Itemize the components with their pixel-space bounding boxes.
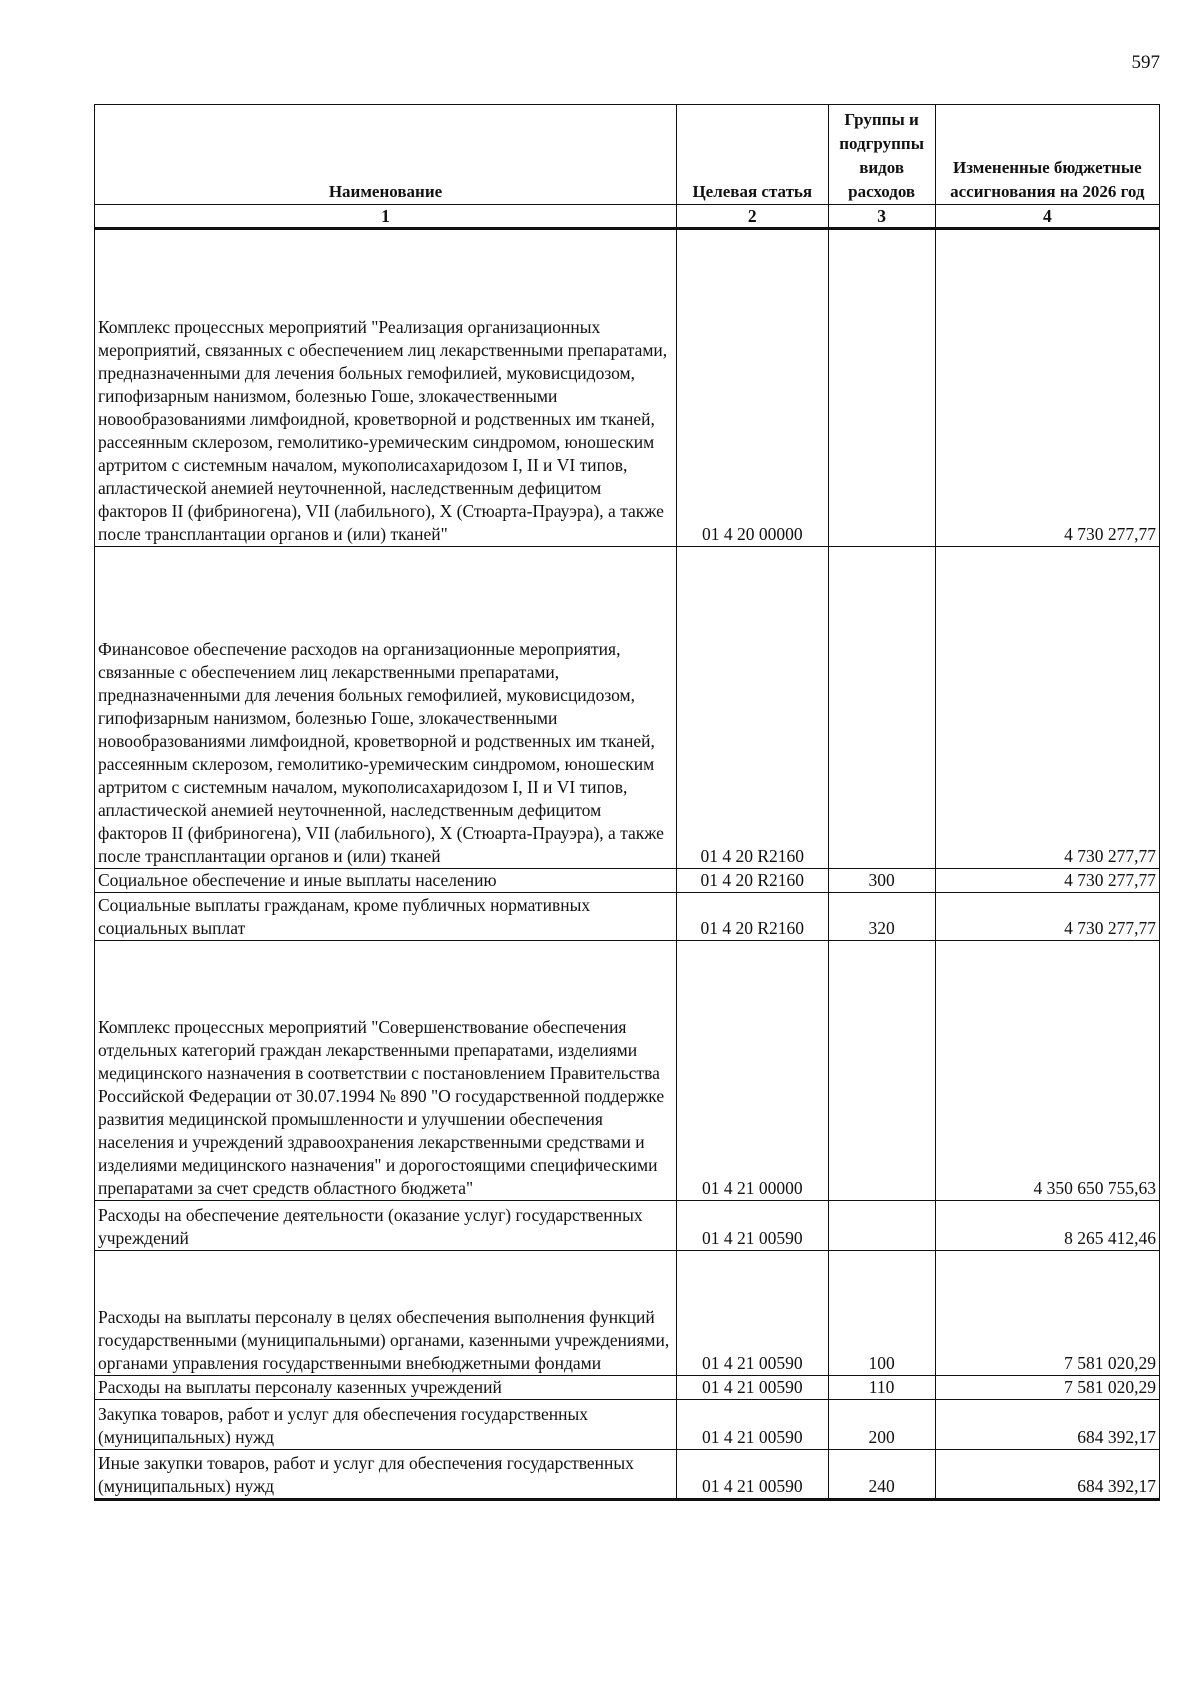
row-name: Закупка товаров, работ и услуг для обеспечения государственных (муниципальных) нужд [95, 1400, 677, 1450]
table-row [95, 869, 1160, 893]
table-row [95, 1376, 1160, 1400]
column-number-row [95, 205, 1160, 229]
header-target: Целевая статья [677, 105, 829, 205]
column-number: 2 [677, 205, 829, 229]
table-row [95, 1450, 1160, 1500]
row-amount: 8 265 412,46 [935, 1201, 1159, 1251]
row-name: Комплекс процессных мероприятий "Реализация организационных мероприятий, связанных с обеспечением лиц лекарственными препаратами, предназначенными для лечения больных гемофилией, муковисцидозом, гипофизарным нанизмом, болезнью Гоше, злокачественными новообразованиями лимфоидной, кроветворной и родственных им тканей, рассеянным склерозом, гемолитико-уремическим синдромом, юношеским артритом с системным началом, мукополисахаридозом I, II и VI типов, апластической анемией неуточненной, наследственным дефицитом факторов II (фибриногена), VII (лабильного), X (Стюарта-Прауэра), а также после трансплантации органов и (или) тканей" [95, 229, 677, 547]
table-row [95, 229, 1160, 547]
row-group: 110 [828, 1376, 935, 1400]
table-row [95, 547, 1160, 869]
row-code: 01 4 21 00590 [677, 1251, 829, 1376]
header-name: Наименование [95, 105, 677, 205]
row-code: 01 4 21 00000 [677, 941, 829, 1201]
page-number: 597 [1131, 52, 1160, 73]
row-code: 01 4 21 00590 [677, 1376, 829, 1400]
header-amount: Измененные бюджетные ассигнования на 2026 год [935, 105, 1159, 205]
row-code: 01 4 21 00590 [677, 1450, 829, 1500]
row-amount: 684 392,17 [935, 1450, 1159, 1500]
column-number: 3 [828, 205, 935, 229]
row-name: Социальные выплаты гражданам, кроме публичных нормативных социальных выплат [95, 893, 677, 941]
row-amount: 7 581 020,29 [935, 1251, 1159, 1376]
row-group: 200 [828, 1400, 935, 1450]
row-group [828, 229, 935, 547]
row-name: Социальное обеспечение и иные выплаты населению [95, 869, 677, 893]
table-row [95, 1400, 1160, 1450]
row-group [828, 941, 935, 1201]
row-amount: 4 730 277,77 [935, 869, 1159, 893]
row-group: 240 [828, 1450, 935, 1500]
row-amount: 4 730 277,77 [935, 893, 1159, 941]
row-group [828, 547, 935, 869]
header-groups: Группы и подгруппы видов расходов [828, 105, 935, 205]
row-name: Финансовое обеспечение расходов на организационные мероприятия, связанные с обеспечением лиц лекарственными препаратами, предназначенными для лечения больных гемофилией, муковисцидозом, гипофизарным нанизмом, болезнью Гоше, злокачественными новообразованиями лимфоидной, кроветворной и родственных им тканей, рассеянным склерозом, гемолитико-уремическим синдромом, юношеским артритом с системным началом, мукополисахаридозом I, II и VI типов, апластической анемией неуточненной, наследственным дефицитом факторов II (фибриногена), VII (лабильного), X (Стюарта-Прауэра), а также после трансплантации органов и (или) тканей [95, 547, 677, 869]
table-row [95, 893, 1160, 941]
row-code: 01 4 21 00590 [677, 1201, 829, 1251]
row-amount: 4 730 277,77 [935, 229, 1159, 547]
column-number: 4 [935, 205, 1159, 229]
budget-table [94, 104, 1160, 1501]
table-row [95, 1251, 1160, 1376]
table-row [95, 941, 1160, 1201]
column-number: 1 [95, 205, 677, 229]
row-amount: 4 730 277,77 [935, 547, 1159, 869]
row-code: 01 4 20 R2160 [677, 893, 829, 941]
row-amount: 684 392,17 [935, 1400, 1159, 1450]
table-row [95, 1201, 1160, 1251]
row-amount: 4 350 650 755,63 [935, 941, 1159, 1201]
row-group: 320 [828, 893, 935, 941]
row-code: 01 4 20 R2160 [677, 547, 829, 869]
header-row [95, 105, 1160, 205]
row-amount: 7 581 020,29 [935, 1376, 1159, 1400]
row-group: 100 [828, 1251, 935, 1376]
row-code: 01 4 20 00000 [677, 229, 829, 547]
row-name: Расходы на обеспечение деятельности (оказание услуг) государственных учреждений [95, 1201, 677, 1251]
row-name: Расходы на выплаты персоналу казенных учреждений [95, 1376, 677, 1400]
row-group: 300 [828, 869, 935, 893]
row-name: Иные закупки товаров, работ и услуг для обеспечения государственных (муниципальных) нужд [95, 1450, 677, 1500]
row-group [828, 1201, 935, 1251]
row-name: Комплекс процессных мероприятий "Совершенствование обеспечения отдельных категорий граждан лекарственными препаратами, изделиями медицинского назначения в соответствии с постановлением Правительства Российской Федерации от 30.07.1994 № 890 "О государственной поддержке развития медицинской промышленности и улучшении обеспечения населения и учреждений здравоохранения лекарственными средствами и изделиями медицинского назначения" и дорогостоящими специфическими препаратами за счет средств областного бюджета" [95, 941, 677, 1201]
row-name: Расходы на выплаты персоналу в целях обеспечения выполнения функций государственными (муниципальными) органами, казенными учреждениями, органами управления государственными внебюджетными фондами [95, 1251, 677, 1376]
row-code: 01 4 21 00590 [677, 1400, 829, 1450]
row-code: 01 4 20 R2160 [677, 869, 829, 893]
